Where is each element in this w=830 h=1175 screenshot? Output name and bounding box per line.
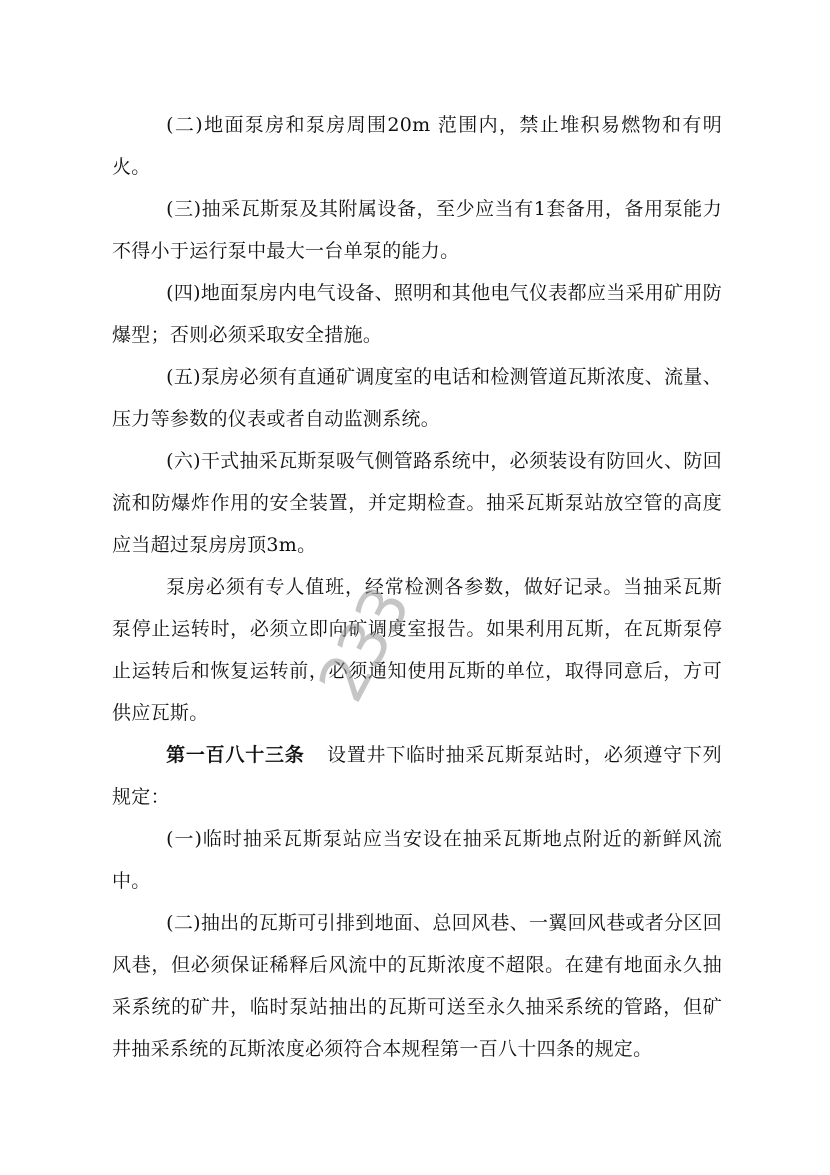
paragraph-item-2-temporary: (二)抽出的瓦斯可引排到地面、总回风巷、一翼回风巷或者分区回风巷，但必须保证稀释后风流中的瓦斯浓度不超限。在建有地面永久抽采系统的矿井，临时泵站抽出的瓦斯可送至永久抽采系统的管路，但矿井抽采系统的瓦斯浓度必须符合本规程第一百八十四条的规定。 (112, 912, 722, 1060)
paragraph-item-4: (四)地面泵房内电气设备、照明和其他电气仪表都应当采用矿用防爆型；否则必须采取安全措施。 (112, 282, 722, 346)
article-text: 设置井下临时抽采瓦斯泵站时，必须遵守下列规定： (112, 744, 722, 808)
paragraph-item-2: (二)地面泵房和泵房周围20m 范围内，禁止堆积易燃物和有明火。 (112, 114, 722, 178)
article-label: 第一百八十三条 (166, 744, 305, 766)
paragraph-item-5: (五)泵房必须有直通矿调度室的电话和检测管道瓦斯浓度、流量、压力等参数的仪表或者自动监测系统。 (112, 366, 722, 430)
paragraph-item-6: (六)干式抽采瓦斯泵吸气侧管路系统中，必须装设有防回火、防回流和防爆炸作用的安全装置，并定期检查。抽采瓦斯泵站放空管的高度应当超过泵房房顶3m。 (112, 450, 722, 556)
paragraph-pump-room-duty: 泵房必须有专人值班，经常检测各参数，做好记录。当抽采瓦斯泵停止运转时，必须立即向矿调度室报告。如果利用瓦斯，在瓦斯泵停止运转后和恢复运转前，必须通知使用瓦斯的单位，取得同意后，方可供应瓦斯。 (112, 576, 722, 724)
document-body (112, 104, 722, 1070)
paragraph-item-3: (三)抽采瓦斯泵及其附属设备，至少应当有1套备用，备用泵能力不得小于运行泵中最大一台单泵的能力。 (112, 198, 722, 262)
paragraph-item-1-temporary: (一)临时抽采瓦斯泵站应当安设在抽采瓦斯地点附近的新鲜风流中。 (112, 828, 722, 892)
page-number-watermark: 233 (305, 576, 425, 714)
paragraph-article-183 (112, 734, 722, 818)
